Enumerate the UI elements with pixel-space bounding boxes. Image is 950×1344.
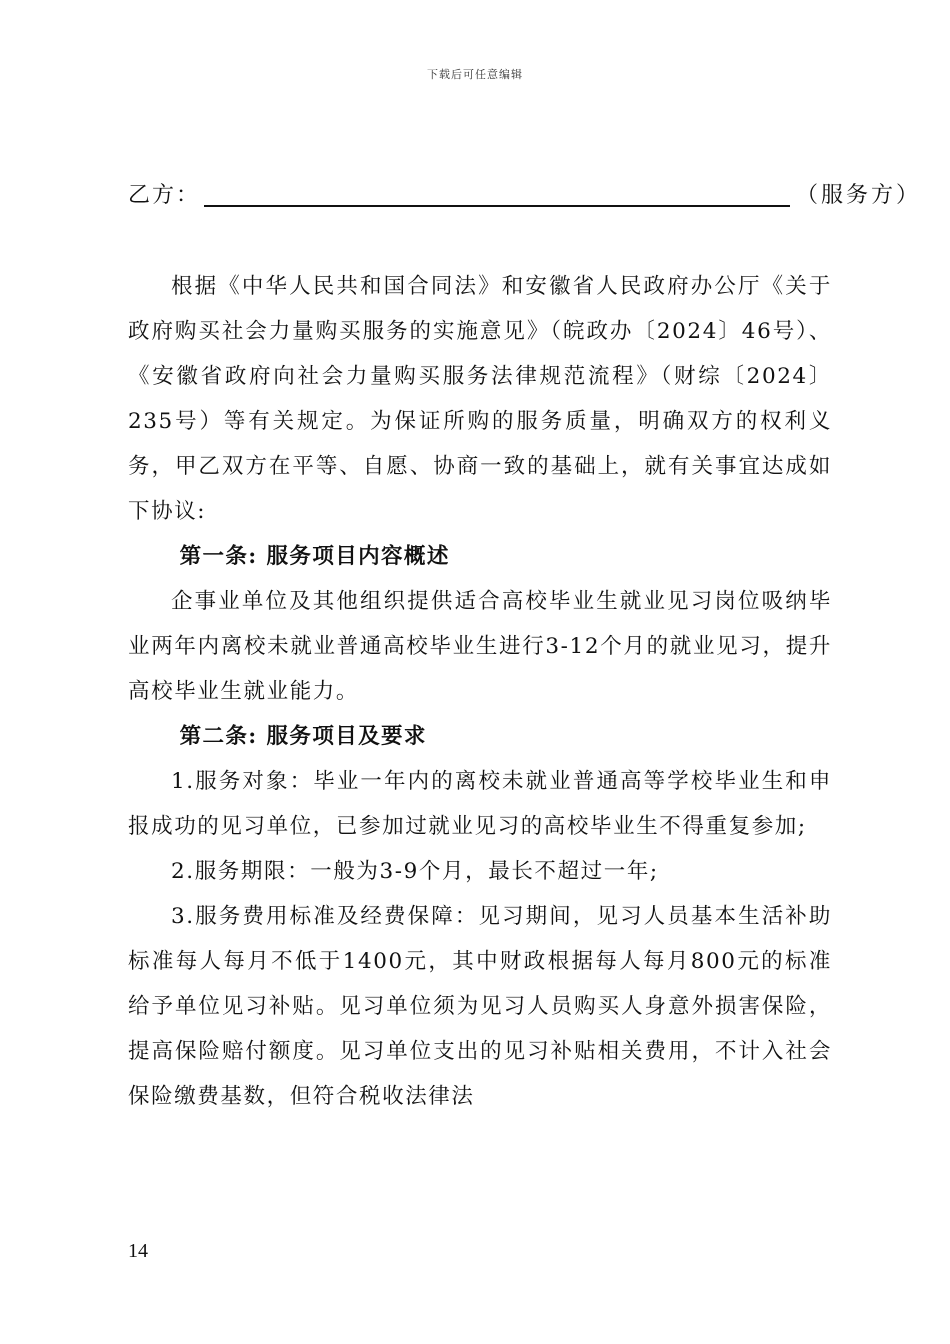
- party-b-role: （服务方）: [796, 183, 922, 208]
- article-1-heading: 第一条: 服务项目内容概述: [179, 544, 450, 569]
- page-header-note: 下载后可任意编辑: [427, 68, 523, 81]
- article-1-paragraph: 企事业单位及其他组织提供适合高校毕业生就业见习岗位吸纳毕业两年内离校未就业普通高校毕业生进行3-12个月的就业见习，提升高校毕业生就业能力。: [128, 589, 832, 704]
- party-b-line: [128, 176, 922, 216]
- page-number: 14: [128, 1240, 148, 1262]
- contract-body: [128, 264, 832, 1119]
- intro-paragraph: 根据《中华人民共和国合同法》和安徽省人民政府办公厅《关于政府购买社会力量购买服务的实施意见》（皖政办〔2024〕46号）、《安徽省政府向社会力量购买服务法律规范流程》（财综〔2024〕235号）等有关规定。为保证所购的服务质量，明确双方的权利义务，甲乙双方在平等、自愿、协商一致的基础上，就有关事宜达成如下协议:: [128, 274, 832, 524]
- article-2-heading: 第二条: 服务项目及要求: [179, 724, 427, 749]
- party-b-blank-underline: [204, 205, 790, 207]
- party-b-label: 乙方：: [128, 183, 201, 208]
- article-2-item-2: 2.服务期限：一般为3-9个月，最长不超过一年;: [171, 859, 659, 884]
- article-2-item-3: 3.服务费用标准及经费保障：见习期间，见习人员基本生活补助标准每人每月不低于1400元，其中财政根据每人每月800元的标准给予单位见习补贴。见习单位须为见习人员购买人身意外损害保险，提高保险赔付额度。见习单位支出的见习补贴相关费用，不计入社会保险缴费基数，但符合税收法律法: [128, 904, 832, 1109]
- article-2-item-1: 1.服务对象：毕业一年内的离校未就业普通高等学校毕业生和申报成功的见习单位，已参加过就业见习的高校毕业生不得重复参加;: [128, 769, 832, 839]
